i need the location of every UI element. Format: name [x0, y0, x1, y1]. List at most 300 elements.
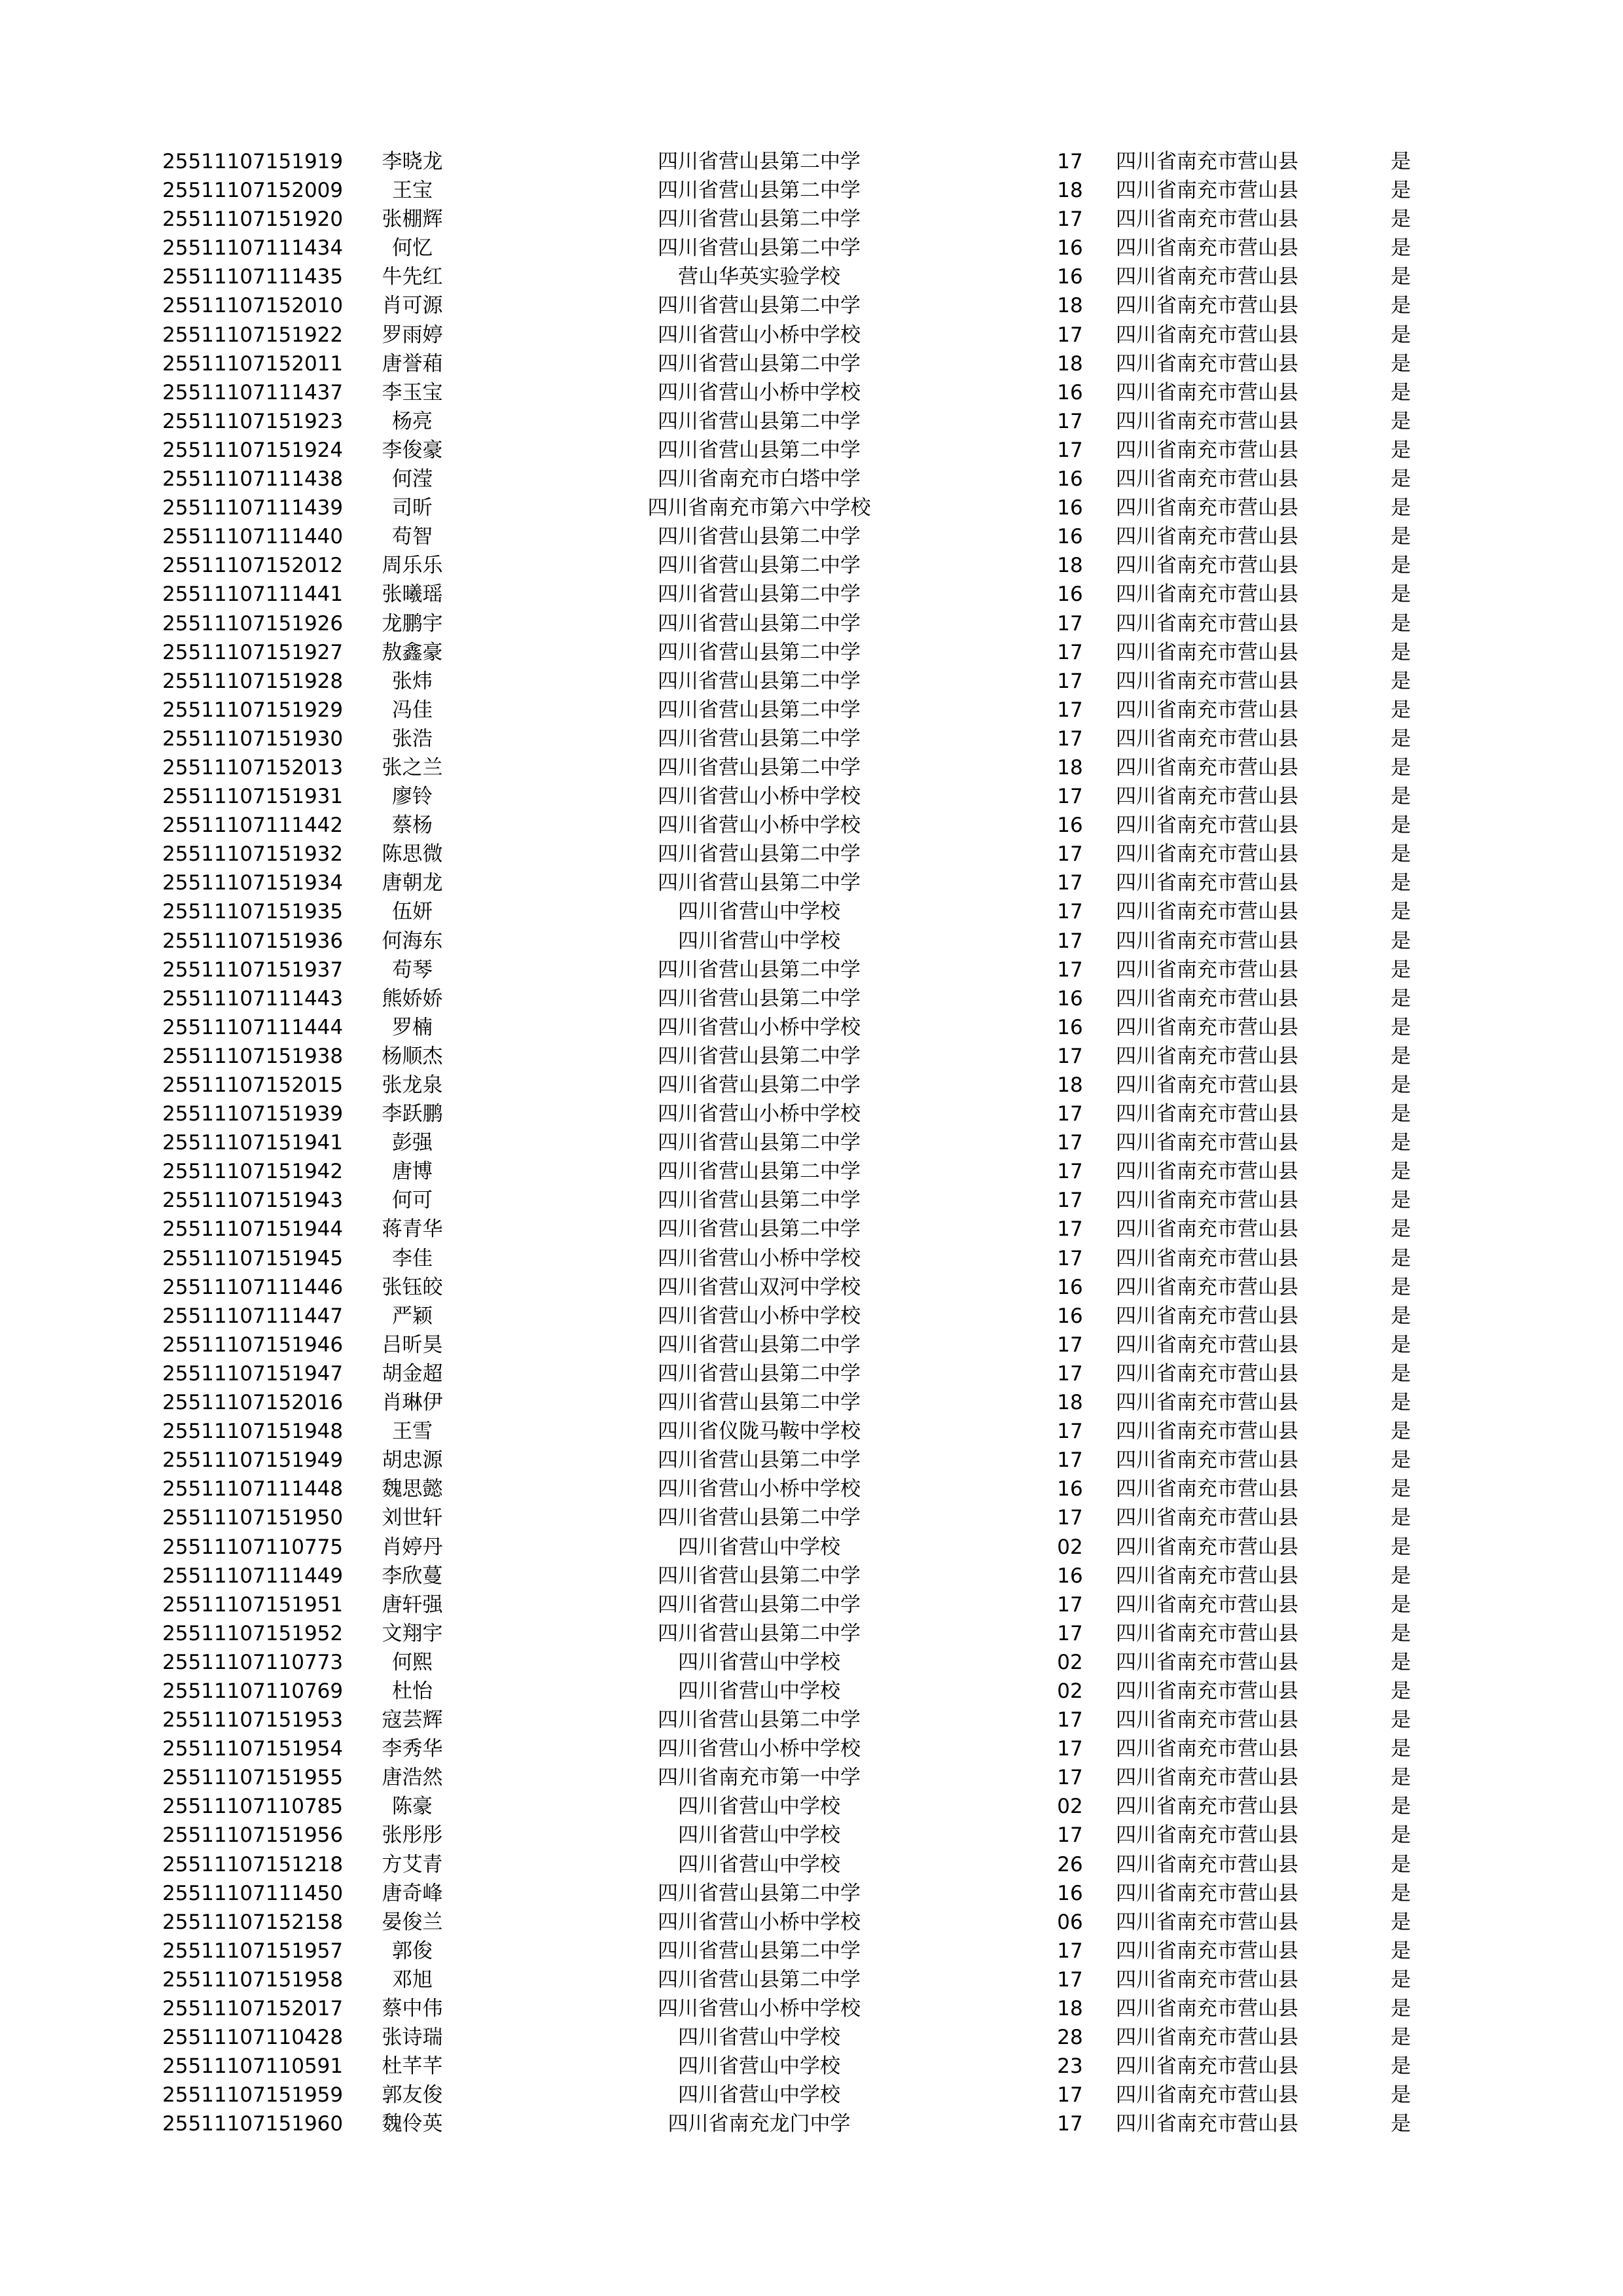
cell-region: 四川省南充市营山县 — [1116, 1189, 1298, 1213]
cell-student-name: 魏伶英 — [382, 2112, 443, 2136]
cell-student-name: 魏思懿 — [382, 1477, 443, 1501]
cell-flag: 是 — [1391, 1189, 1411, 1213]
cell-flag: 是 — [1391, 1391, 1411, 1415]
cell-category-code: 17 — [1057, 1592, 1083, 1617]
table-row — [0, 1937, 1623, 1965]
cell-category-code: 17 — [1057, 2112, 1083, 2136]
cell-flag: 是 — [1391, 294, 1411, 318]
table-row — [0, 321, 1623, 350]
cell-school: 四川省营山县第二中学 — [658, 150, 861, 173]
cell-school: 四川省营山县第二中学 — [658, 525, 861, 549]
cell-category-code: 18 — [1057, 554, 1083, 578]
cell-flag: 是 — [1391, 1160, 1411, 1184]
cell-student-name: 严颖 — [392, 1304, 433, 1328]
table-row — [0, 551, 1623, 580]
cell-exam-id: 25511107151937 — [162, 958, 344, 982]
cell-exam-id: 25511107151942 — [162, 1160, 344, 1184]
cell-student-name: 胡金超 — [382, 1361, 443, 1386]
cell-exam-id: 25511107151932 — [162, 842, 344, 867]
cell-student-name: 周乐乐 — [382, 554, 443, 578]
cell-category-code: 17 — [1057, 409, 1083, 433]
cell-school: 四川省营山县第二中学 — [658, 438, 861, 462]
cell-student-name: 方艾青 — [382, 1852, 443, 1876]
cell-student-name: 唐博 — [392, 1160, 433, 1184]
cell-flag: 是 — [1391, 871, 1411, 895]
table-row — [0, 1965, 1623, 1994]
cell-region: 四川省南充市营山县 — [1116, 1737, 1298, 1761]
cell-flag: 是 — [1391, 1795, 1411, 1819]
cell-school: 四川省营山县第二中学 — [658, 1189, 861, 1213]
table-row — [0, 1619, 1623, 1648]
cell-school: 四川省营山小桥中学校 — [658, 1737, 861, 1761]
cell-region: 四川省南充市营山县 — [1116, 1246, 1298, 1270]
cell-flag: 是 — [1391, 1333, 1411, 1357]
cell-school: 四川省营山县第二中学 — [658, 554, 861, 578]
cell-exam-id: 25511107110769 — [162, 1679, 344, 1703]
cell-region: 四川省南充市营山县 — [1116, 265, 1298, 289]
cell-exam-id: 25511107151931 — [162, 785, 344, 809]
cell-region: 四川省南充市营山县 — [1116, 1621, 1298, 1645]
cell-exam-id: 25511107151957 — [162, 1939, 344, 1963]
cell-student-name: 吕昕昊 — [382, 1333, 443, 1357]
cell-school: 四川省营山县第二中学 — [658, 1217, 861, 1242]
cell-region: 四川省南充市营山县 — [1116, 496, 1298, 520]
cell-exam-id: 25511107110591 — [162, 2054, 344, 2079]
cell-school: 四川省营山县第二中学 — [658, 1073, 861, 1097]
cell-school: 四川省营山县第二中学 — [658, 842, 861, 867]
table-row — [0, 436, 1623, 465]
cell-school: 四川省营山县第二中学 — [658, 755, 861, 780]
cell-region: 四川省南充市营山县 — [1116, 554, 1298, 578]
cell-flag: 是 — [1391, 1621, 1411, 1645]
cell-flag: 是 — [1391, 1131, 1411, 1155]
cell-category-code: 17 — [1057, 669, 1083, 693]
cell-student-name: 龙鹏宇 — [382, 611, 443, 636]
cell-exam-id: 25511107111434 — [162, 236, 344, 260]
table-row — [0, 725, 1623, 753]
cell-flag: 是 — [1391, 496, 1411, 520]
cell-student-name: 李欣蔓 — [382, 1564, 443, 1588]
cell-flag: 是 — [1391, 1967, 1411, 1992]
cell-student-name: 郭俊 — [392, 1939, 433, 1963]
cell-category-code: 16 — [1057, 380, 1083, 404]
cell-region: 四川省南充市营山县 — [1116, 1535, 1298, 1559]
cell-category-code: 17 — [1057, 726, 1083, 751]
cell-student-name: 熊娇娇 — [382, 986, 443, 1011]
cell-exam-id: 25511107151954 — [162, 1737, 344, 1761]
cell-region: 四川省南充市营山县 — [1116, 1015, 1298, 1039]
cell-flag: 是 — [1391, 525, 1411, 549]
cell-flag: 是 — [1391, 1737, 1411, 1761]
cell-exam-id: 25511107111439 — [162, 496, 344, 520]
table-row — [0, 782, 1623, 811]
cell-exam-id: 25511107111443 — [162, 986, 344, 1011]
cell-school: 四川省营山小桥中学校 — [658, 1015, 861, 1039]
cell-flag: 是 — [1391, 698, 1411, 722]
cell-exam-id: 25511107151938 — [162, 1044, 344, 1068]
cell-flag: 是 — [1391, 1881, 1411, 1905]
cell-exam-id: 25511107111446 — [162, 1275, 344, 1299]
cell-student-name: 司昕 — [392, 496, 433, 520]
cell-region: 四川省南充市营山县 — [1116, 871, 1298, 895]
cell-student-name: 苟琴 — [392, 958, 433, 982]
cell-flag: 是 — [1391, 1910, 1411, 1934]
table-row — [0, 176, 1623, 205]
table-row — [0, 984, 1623, 1013]
cell-student-name: 李跃鹏 — [382, 1102, 443, 1126]
cell-school: 四川省南充市第一中学 — [658, 1766, 861, 1790]
cell-category-code: 17 — [1057, 958, 1083, 982]
cell-category-code: 17 — [1057, 1102, 1083, 1126]
cell-flag: 是 — [1391, 1102, 1411, 1126]
cell-flag: 是 — [1391, 2112, 1411, 2136]
cell-region: 四川省南充市营山县 — [1116, 1939, 1298, 1963]
table-row — [0, 2023, 1623, 2052]
cell-school: 四川省营山县第二中学 — [658, 611, 861, 636]
cell-region: 四川省南充市营山县 — [1116, 323, 1298, 347]
table-row — [0, 1850, 1623, 1879]
table-row — [0, 869, 1623, 897]
cell-region: 四川省南充市营山县 — [1116, 525, 1298, 549]
cell-student-name: 唐轩强 — [382, 1592, 443, 1617]
cell-region: 四川省南充市营山县 — [1116, 1073, 1298, 1097]
cell-region: 四川省南充市营山县 — [1116, 1766, 1298, 1790]
cell-student-name: 唐奇峰 — [382, 1881, 443, 1905]
cell-flag: 是 — [1391, 1650, 1411, 1674]
cell-school: 四川省营山中学校 — [678, 1823, 840, 1848]
cell-student-name: 张诗瑞 — [382, 2026, 443, 2050]
table-row — [0, 1273, 1623, 1302]
cell-school: 四川省营山中学校 — [678, 1679, 840, 1703]
cell-category-code: 17 — [1057, 871, 1083, 895]
cell-exam-id: 25511107152010 — [162, 294, 344, 318]
table-row — [0, 1302, 1623, 1331]
cell-exam-id: 25511107151943 — [162, 1189, 344, 1213]
table-row — [0, 1042, 1623, 1071]
cell-exam-id: 25511107151955 — [162, 1766, 344, 1790]
table-row — [0, 638, 1623, 667]
cell-flag: 是 — [1391, 409, 1411, 433]
cell-category-code: 17 — [1057, 1333, 1083, 1357]
cell-exam-id: 25511107151923 — [162, 409, 344, 433]
cell-category-code: 17 — [1057, 1189, 1083, 1213]
cell-category-code: 02 — [1057, 1650, 1083, 1674]
cell-school: 四川省营山县第二中学 — [658, 669, 861, 693]
cell-category-code: 17 — [1057, 1420, 1083, 1444]
cell-school: 四川省营山县第二中学 — [658, 207, 861, 232]
cell-student-name: 何海东 — [382, 929, 443, 953]
cell-category-code: 06 — [1057, 1910, 1083, 1934]
cell-category-code: 17 — [1057, 1131, 1083, 1155]
cell-school: 四川省营山县第二中学 — [658, 1592, 861, 1617]
cell-exam-id: 25511107151956 — [162, 1823, 344, 1848]
cell-school: 四川省营山中学校 — [678, 1795, 840, 1819]
cell-student-name: 蔡中伟 — [382, 1997, 443, 2020]
table-row — [0, 927, 1623, 956]
cell-student-name: 文翔宇 — [382, 1621, 443, 1645]
cell-flag: 是 — [1391, 1420, 1411, 1444]
cell-school: 四川省营山县第二中学 — [658, 698, 861, 722]
cell-exam-id: 25511107151953 — [162, 1708, 344, 1732]
table-row — [0, 1128, 1623, 1157]
cell-school: 四川省营山县第二中学 — [658, 1391, 861, 1415]
cell-category-code: 17 — [1057, 1044, 1083, 1068]
cell-school: 四川省营山中学校 — [678, 1852, 840, 1876]
cell-region: 四川省南充市营山县 — [1116, 669, 1298, 693]
cell-school: 四川省营山县第二中学 — [658, 1044, 861, 1068]
cell-region: 四川省南充市营山县 — [1116, 2083, 1298, 2108]
cell-school: 四川省营山小桥中学校 — [658, 1102, 861, 1126]
cell-region: 四川省南充市营山县 — [1116, 1420, 1298, 1444]
cell-exam-id: 25511107151935 — [162, 900, 344, 924]
cell-school: 四川省营山中学校 — [678, 2054, 840, 2079]
cell-region: 四川省南充市营山县 — [1116, 900, 1298, 924]
cell-flag: 是 — [1391, 467, 1411, 492]
cell-flag: 是 — [1391, 554, 1411, 578]
cell-student-name: 李秀华 — [382, 1737, 443, 1761]
table-row — [0, 522, 1623, 551]
cell-flag: 是 — [1391, 842, 1411, 867]
cell-flag: 是 — [1391, 1939, 1411, 1963]
cell-region: 四川省南充市营山县 — [1116, 958, 1298, 982]
cell-flag: 是 — [1391, 1535, 1411, 1559]
cell-region: 四川省南充市营山县 — [1116, 1997, 1298, 2020]
cell-category-code: 16 — [1057, 814, 1083, 838]
table-row — [0, 1590, 1623, 1619]
table-row — [0, 1706, 1623, 1734]
table-row — [0, 1157, 1623, 1186]
cell-category-code: 17 — [1057, 207, 1083, 232]
cell-category-code: 18 — [1057, 294, 1083, 318]
cell-exam-id: 25511107151947 — [162, 1361, 344, 1386]
cell-exam-id: 25511107151950 — [162, 1506, 344, 1530]
cell-student-name: 冯佳 — [392, 698, 433, 722]
cell-category-code: 16 — [1057, 1564, 1083, 1588]
table-row — [0, 897, 1623, 926]
table-row — [0, 465, 1623, 493]
cell-region: 四川省南充市营山县 — [1116, 179, 1298, 203]
table-row — [0, 350, 1623, 378]
cell-student-name: 蔡杨 — [392, 814, 433, 838]
table-row — [0, 1388, 1623, 1417]
cell-exam-id: 25511107152015 — [162, 1073, 344, 1097]
cell-exam-id: 25511107151924 — [162, 438, 344, 462]
cell-category-code: 26 — [1057, 1852, 1083, 1876]
cell-student-name: 何滢 — [392, 467, 433, 492]
cell-category-code: 02 — [1057, 1535, 1083, 1559]
cell-exam-id: 25511107151944 — [162, 1217, 344, 1242]
cell-student-name: 晏俊兰 — [382, 1910, 443, 1934]
cell-flag: 是 — [1391, 1477, 1411, 1501]
cell-exam-id: 25511107111448 — [162, 1477, 344, 1501]
cell-exam-id: 25511107151919 — [162, 150, 344, 173]
cell-category-code: 17 — [1057, 929, 1083, 953]
cell-flag: 是 — [1391, 1073, 1411, 1097]
cell-exam-id: 25511107111441 — [162, 583, 344, 607]
cell-flag: 是 — [1391, 785, 1411, 809]
table-row — [0, 580, 1623, 609]
cell-category-code: 16 — [1057, 1275, 1083, 1299]
cell-school: 四川省营山县第二中学 — [658, 871, 861, 895]
cell-student-name: 陈思微 — [382, 842, 443, 867]
cell-school: 四川省营山县第二中学 — [658, 179, 861, 203]
cell-flag: 是 — [1391, 1592, 1411, 1617]
table-row — [0, 407, 1623, 436]
table-row — [0, 234, 1623, 262]
cell-exam-id: 25511107111438 — [162, 467, 344, 492]
cell-student-name: 张龙泉 — [382, 1073, 443, 1097]
cell-region: 四川省南充市营山县 — [1116, 1391, 1298, 1415]
table-row — [0, 1821, 1623, 1850]
cell-category-code: 02 — [1057, 1795, 1083, 1819]
cell-student-name: 郭友俊 — [382, 2083, 443, 2108]
cell-exam-id: 25511107151928 — [162, 669, 344, 693]
cell-flag: 是 — [1391, 1564, 1411, 1588]
cell-flag: 是 — [1391, 1044, 1411, 1068]
cell-region: 四川省南充市营山县 — [1116, 1275, 1298, 1299]
student-table — [0, 147, 1623, 2138]
cell-student-name: 张彤彤 — [382, 1823, 443, 1848]
cell-category-code: 17 — [1057, 785, 1083, 809]
cell-school: 四川省营山小桥中学校 — [658, 1477, 861, 1501]
cell-school: 四川省营山县第二中学 — [658, 958, 861, 982]
table-row — [0, 1417, 1623, 1446]
cell-school: 四川省营山县第二中学 — [658, 1361, 861, 1386]
cell-region: 四川省南充市营山县 — [1116, 380, 1298, 404]
cell-exam-id: 25511107110428 — [162, 2026, 344, 2050]
cell-flag: 是 — [1391, 814, 1411, 838]
cell-school: 四川省营山双河中学校 — [658, 1275, 861, 1299]
cell-school: 四川省营山中学校 — [678, 2083, 840, 2108]
cell-student-name: 邓旭 — [392, 1967, 433, 1992]
cell-school: 四川省营山县第二中学 — [658, 294, 861, 318]
cell-student-name: 张曦瑶 — [382, 583, 443, 607]
table-row — [0, 696, 1623, 725]
cell-region: 四川省南充市营山县 — [1116, 640, 1298, 664]
cell-student-name: 张棚辉 — [382, 207, 443, 232]
cell-exam-id: 25511107152012 — [162, 554, 344, 578]
cell-exam-id: 25511107111450 — [162, 1881, 344, 1905]
cell-category-code: 17 — [1057, 438, 1083, 462]
cell-region: 四川省南充市营山县 — [1116, 1506, 1298, 1530]
cell-region: 四川省南充市营山县 — [1116, 2112, 1298, 2136]
cell-exam-id: 25511107111435 — [162, 265, 344, 289]
cell-region: 四川省南充市营山县 — [1116, 1044, 1298, 1068]
cell-flag: 是 — [1391, 1997, 1411, 2020]
cell-flag: 是 — [1391, 958, 1411, 982]
cell-flag: 是 — [1391, 2083, 1411, 2108]
cell-student-name: 苟智 — [392, 525, 433, 549]
cell-region: 四川省南充市营山县 — [1116, 583, 1298, 607]
cell-category-code: 17 — [1057, 1361, 1083, 1386]
cell-school: 四川省营山县第二中学 — [658, 351, 861, 376]
cell-school: 四川省营山县第二中学 — [658, 1564, 861, 1588]
cell-exam-id: 25511107152158 — [162, 1910, 344, 1934]
cell-category-code: 17 — [1057, 1939, 1083, 1963]
table-row — [0, 1562, 1623, 1590]
table-row — [0, 2081, 1623, 2109]
cell-region: 四川省南充市营山县 — [1116, 842, 1298, 867]
cell-category-code: 16 — [1057, 1015, 1083, 1039]
cell-exam-id: 25511107152016 — [162, 1391, 344, 1415]
cell-student-name: 罗雨婷 — [382, 323, 443, 347]
cell-student-name: 肖琳伊 — [382, 1391, 443, 1415]
cell-region: 四川省南充市营山县 — [1116, 351, 1298, 376]
cell-exam-id: 25511107111447 — [162, 1304, 344, 1328]
cell-category-code: 23 — [1057, 2054, 1083, 2079]
cell-region: 四川省南充市营山县 — [1116, 2026, 1298, 2050]
cell-region: 四川省南充市营山县 — [1116, 1361, 1298, 1386]
cell-student-name: 何忆 — [392, 236, 433, 260]
cell-category-code: 16 — [1057, 986, 1083, 1011]
cell-region: 四川省南充市营山县 — [1116, 294, 1298, 318]
cell-student-name: 唐朝龙 — [382, 871, 443, 895]
cell-exam-id: 25511107111444 — [162, 1015, 344, 1039]
table-row — [0, 840, 1623, 869]
cell-region: 四川省南充市营山县 — [1116, 611, 1298, 636]
cell-flag: 是 — [1391, 1304, 1411, 1328]
cell-flag: 是 — [1391, 1766, 1411, 1790]
cell-region: 四川省南充市营山县 — [1116, 785, 1298, 809]
cell-exam-id: 25511107151936 — [162, 929, 344, 953]
cell-exam-id: 25511107151959 — [162, 2083, 344, 2108]
cell-school: 四川省营山县第二中学 — [658, 726, 861, 751]
cell-exam-id: 25511107151952 — [162, 1621, 344, 1645]
cell-region: 四川省南充市营山县 — [1116, 1102, 1298, 1126]
table-row — [0, 1792, 1623, 1821]
cell-school: 四川省营山小桥中学校 — [658, 785, 861, 809]
cell-student-name: 牛先红 — [382, 265, 443, 289]
cell-exam-id: 25511107151958 — [162, 1967, 344, 1992]
cell-flag: 是 — [1391, 1852, 1411, 1876]
cell-exam-id: 25511107152011 — [162, 351, 344, 376]
table-row — [0, 667, 1623, 696]
cell-category-code: 16 — [1057, 496, 1083, 520]
cell-category-code: 17 — [1057, 1708, 1083, 1732]
cell-flag: 是 — [1391, 207, 1411, 232]
cell-student-name: 王宝 — [392, 179, 433, 203]
cell-exam-id: 25511107111449 — [162, 1564, 344, 1588]
cell-region: 四川省南充市营山县 — [1116, 1477, 1298, 1501]
cell-student-name: 张浩 — [392, 726, 433, 751]
table-row — [0, 609, 1623, 638]
cell-student-name: 杨亮 — [392, 409, 433, 433]
table-row — [0, 1244, 1623, 1273]
cell-category-code: 17 — [1057, 1160, 1083, 1184]
cell-flag: 是 — [1391, 1708, 1411, 1732]
cell-school: 四川省营山中学校 — [678, 1535, 840, 1559]
cell-student-name: 杜芊芊 — [382, 2054, 443, 2079]
cell-flag: 是 — [1391, 611, 1411, 636]
cell-category-code: 17 — [1057, 1506, 1083, 1530]
table-row — [0, 262, 1623, 291]
cell-school: 四川省营山小桥中学校 — [658, 1246, 861, 1270]
cell-region: 四川省南充市营山县 — [1116, 1650, 1298, 1674]
cell-category-code: 16 — [1057, 1881, 1083, 1905]
cell-school: 四川省南充市第六中学校 — [647, 496, 871, 520]
cell-school: 四川省营山小桥中学校 — [658, 380, 861, 404]
cell-region: 四川省南充市营山县 — [1116, 1823, 1298, 1848]
table-row — [0, 1186, 1623, 1215]
cell-category-code: 17 — [1057, 1246, 1083, 1270]
cell-student-name: 敖鑫豪 — [382, 640, 443, 664]
cell-school: 四川省营山小桥中学校 — [658, 1910, 861, 1934]
cell-student-name: 张钰皎 — [382, 1275, 443, 1299]
table-row — [0, 493, 1623, 522]
cell-school: 四川省营山县第二中学 — [658, 1967, 861, 1992]
cell-school: 四川省营山县第二中学 — [658, 1448, 861, 1473]
table-row — [0, 1071, 1623, 1100]
